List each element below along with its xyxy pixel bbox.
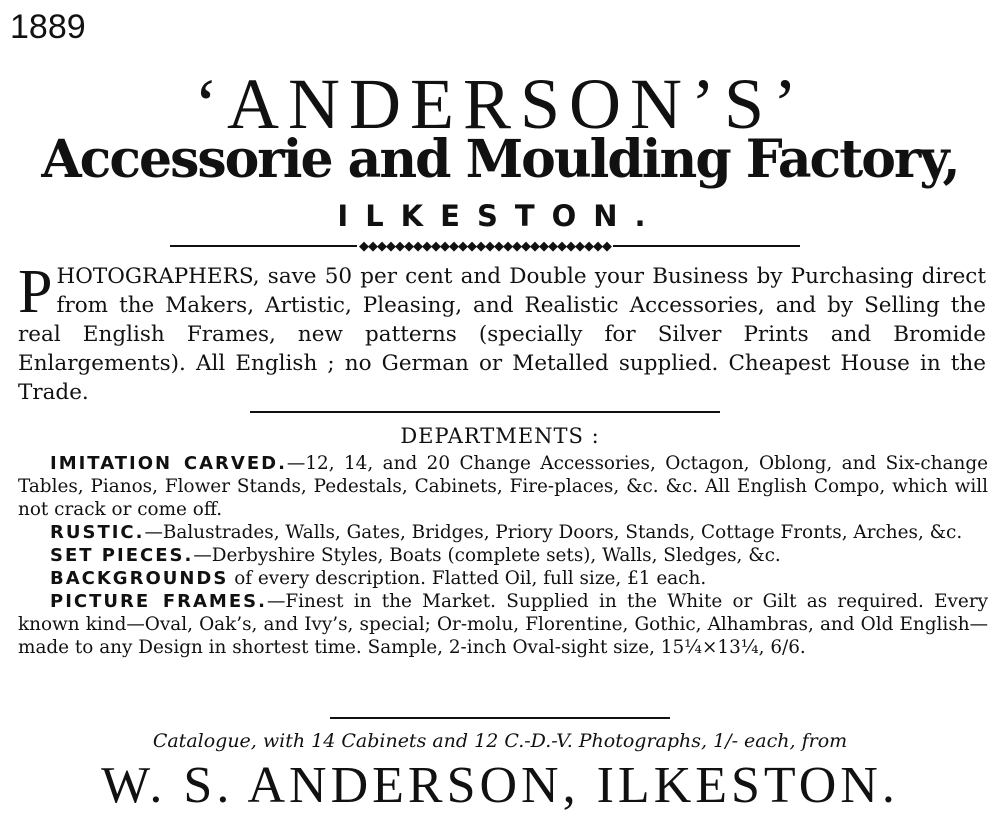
department-keyword: IMITATION CARVED. bbox=[50, 453, 287, 474]
department-keyword: BACKGROUNDS bbox=[50, 568, 229, 589]
department-item bbox=[18, 567, 988, 590]
intro-text: HOTOGRAPHERS, save 50 per cent and Double your Business by Purchasing direct from the Makers, Artistic, Pleasing, and Realistic Accessories, and by Selling the real English Frames, new patterns (specially for Silver Prints and Bromide Enlargements). All English ; no German or Metalled supplied. Cheapest House in the Trade. bbox=[18, 264, 986, 405]
departments-list bbox=[18, 452, 988, 659]
town-heading: ILKESTON. bbox=[337, 199, 663, 233]
drop-cap: P bbox=[18, 258, 53, 326]
headline: ‘ANDERSON’S’ bbox=[194, 64, 806, 144]
advertiser-signature: W. S. ANDERSON, ILKESTON. bbox=[101, 757, 899, 814]
diamond-ornament: ◆◆◆◆◆◆◆◆◆◆◆◆◆◆◆◆◆◆◆◆◆◆◆◆◆◆◆◆ bbox=[359, 238, 611, 254]
catalogue-line: Catalogue, with 14 Cabinets and 12 C.-D.-V. Photographs, 1/- each, from bbox=[152, 730, 848, 752]
department-item bbox=[18, 452, 988, 521]
section-rule bbox=[250, 411, 720, 413]
department-item bbox=[18, 521, 988, 544]
departments-title: DEPARTMENTS : bbox=[400, 424, 600, 448]
department-keyword: SET PIECES. bbox=[50, 545, 194, 566]
department-keyword: PICTURE FRAMES. bbox=[50, 591, 267, 612]
department-text: —Balustrades, Walls, Gates, Bridges, Priory Doors, Stands, Cottage Fronts, Arches, &c. bbox=[144, 522, 963, 543]
department-item bbox=[18, 590, 988, 659]
department-text: of every description. Flatted Oil, full size, £1 each. bbox=[228, 568, 707, 589]
department-text: —Derbyshire Styles, Boats (complete sets), Walls, Sledges, &c. bbox=[193, 545, 781, 566]
divider-line-left bbox=[170, 245, 357, 247]
divider-line-right bbox=[613, 245, 800, 247]
intro-paragraph bbox=[18, 258, 986, 407]
subheadline: Accessorie and Moulding Factory, bbox=[41, 129, 959, 190]
department-text: —12, 14, and 20 Change Accessories, Octagon, Oblong, and Six-change Tables, Pianos, Flower Stands, Pedestals, Cabinets, Fire-places, &c. &c. All English Compo, which will not crack or come off. bbox=[18, 453, 988, 520]
department-text: —Finest in the Market. Supplied in the White or Gilt as required. Every known kind—Oval, Oak’s, and Ivy’s, special; Or-molu, Florentine, Gothic, Alhambras, and Old English—made to any Design in shortest time. Sample, 2-inch Oval-sight size, 15¼×13¼, 6/6. bbox=[18, 591, 989, 658]
section-rule bbox=[330, 717, 670, 719]
ornamental-divider bbox=[170, 236, 800, 256]
department-item bbox=[18, 544, 988, 567]
department-keyword: RUSTIC. bbox=[50, 522, 145, 543]
year-label: 1889 bbox=[10, 8, 86, 46]
